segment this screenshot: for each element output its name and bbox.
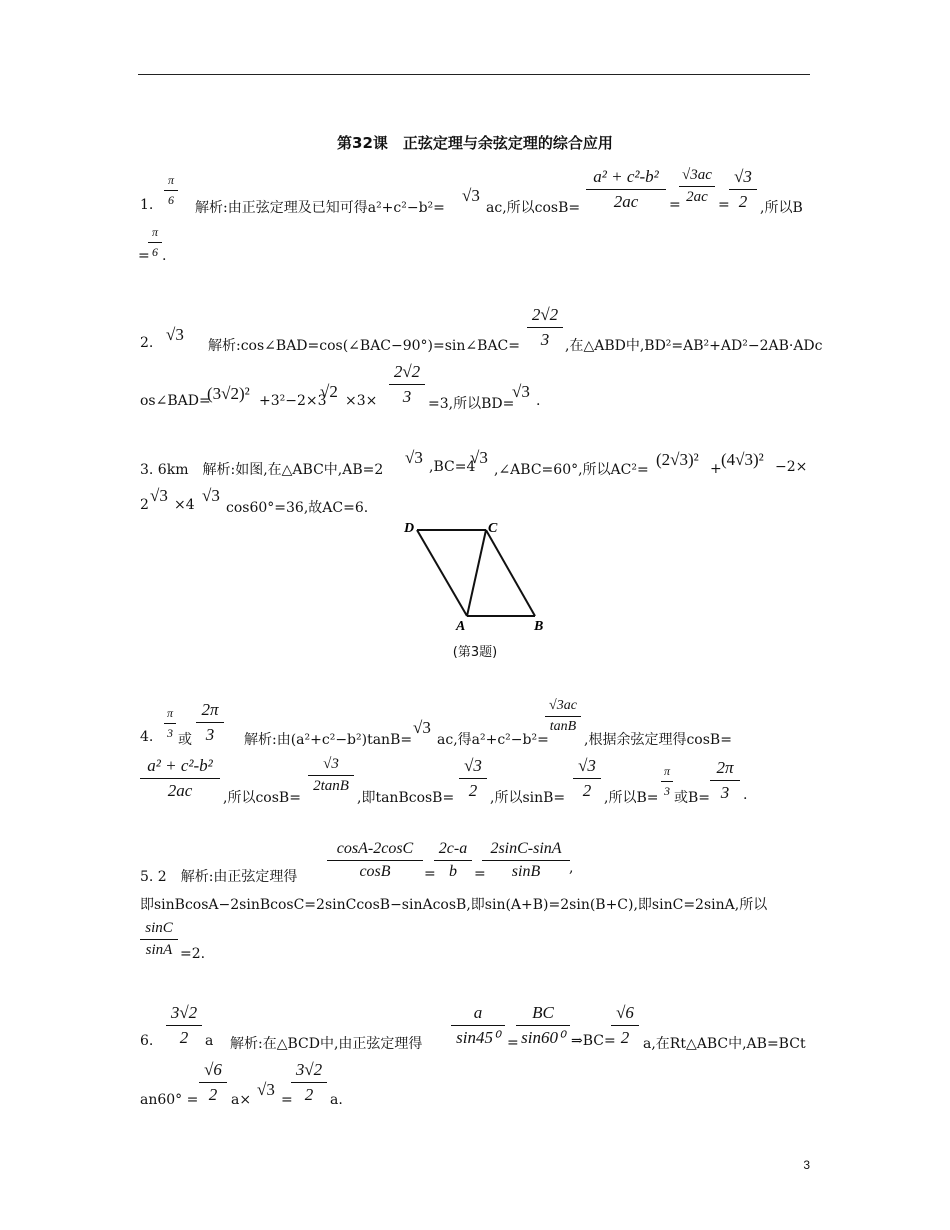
p5-fraction-3: 2sinC-sinA sinB	[482, 840, 570, 881]
p6-fraction-4: √6 2	[199, 1060, 227, 1105]
p6-answer-suffix: a	[205, 1033, 214, 1049]
p6-fraction-1: a sin45⁰	[451, 1003, 505, 1048]
p3-sqrt3-1: √3	[405, 448, 423, 467]
p2-paren: (3√2)²	[207, 384, 250, 403]
p5-end: =2.	[180, 946, 206, 962]
p2-fraction-1: 2√2 3	[527, 305, 563, 350]
p4-answer-2: 2π 3	[196, 700, 224, 745]
p3-line1-d: −2×	[775, 459, 808, 475]
p6-fraction-2: BC sin60⁰	[516, 1003, 570, 1048]
p4-answer-1: π 3	[164, 706, 176, 741]
p6-fraction-3: √6 2	[611, 1003, 639, 1048]
p1-fraction-1: a² + c²-b² 2ac	[586, 167, 666, 212]
p2-sqrt3: √3	[512, 382, 530, 401]
p6-text-1: 解析:在△BCD中,由正弦定理得	[230, 1036, 423, 1052]
p3-line1-a: 3. 6km 解析:如图,在△ABC中,AB=2	[140, 462, 384, 478]
page-title: 第32课 正弦定理与余弦定理的综合应用	[337, 134, 613, 152]
p4-fraction-5: √3 2	[573, 756, 601, 801]
p4-number: 4.	[140, 729, 154, 745]
p1-end-eq: =	[138, 248, 150, 264]
p1-fraction-3: √3 2	[729, 167, 757, 212]
p5-fraction-4: sinC sinA	[140, 920, 178, 959]
p3-line2-b: ×4	[174, 497, 195, 513]
p3-paren-1: (2√3)²	[656, 450, 699, 469]
p4-fraction-1: √3ac tanB	[545, 698, 581, 735]
p4-fraction-6: π 3	[661, 764, 673, 799]
p1-fraction-2: √3ac 2ac	[679, 167, 715, 206]
p2-text-1: 解析:cos∠BAD=cos(∠BAC−90°)=sin∠BAC=	[208, 338, 520, 354]
p6-text-2: ⇒BC=	[571, 1033, 616, 1049]
fig-label-b: B	[534, 619, 544, 634]
p5-eq-1: =	[424, 866, 436, 882]
p3-line2-c: cos60°=36,故AC=6.	[226, 500, 369, 516]
p3-line1-c: ,∠ABC=60°,所以AC²=	[494, 462, 649, 478]
p1-sqrt3: √3	[462, 186, 480, 205]
p4-text-4: ,所以cosB=	[223, 790, 301, 806]
p6-line2-b: a×	[231, 1092, 252, 1108]
p4-or-2: 或B=	[674, 790, 711, 806]
p5-fraction-2: 2c-a b	[434, 840, 472, 881]
p4-text-2: ac,得a²+c²−b²=	[437, 732, 549, 748]
p1-end-period: .	[162, 248, 167, 264]
p2-number: 2.	[140, 335, 154, 351]
p1-text-3: ,所以B	[760, 200, 803, 216]
p6-eq-2: =	[281, 1092, 293, 1108]
fig-edge-cb	[486, 530, 535, 616]
p1-eq-1: =	[669, 197, 681, 213]
p4-fraction-3: √3 2tanB	[308, 756, 354, 795]
p5-eq-2: =	[474, 866, 486, 882]
p3-figure-parallelogram	[398, 516, 558, 638]
p3-line2-a: 2	[140, 497, 149, 513]
p3-sqrt3-4: √3	[202, 486, 220, 505]
p2-line2-e: .	[536, 393, 541, 409]
p3-line1-b: ,BC=4	[429, 459, 476, 475]
p5-line-1: 5. 2 解析:由正弦定理得	[140, 869, 298, 885]
p3-paren-2: (4√3)²	[721, 450, 764, 469]
p4-fraction-2: a² + c²-b² 2ac	[140, 756, 220, 801]
p4-text-1: 解析:由(a²+c²−b²)tanB=	[244, 732, 413, 748]
p2-line2-c: ×3×	[345, 393, 378, 409]
p2-answer: √3	[166, 325, 184, 344]
p4-text-6: ,所以sinB=	[490, 790, 566, 806]
p1-answer-fraction: π 6	[164, 173, 178, 208]
fig-label-d: D	[404, 521, 415, 536]
p5-fraction-1: cosA-2cosC cosB	[327, 840, 423, 881]
p2-line2-b: +3²−2×3	[259, 393, 327, 409]
p4-end: .	[743, 787, 748, 803]
p1-text-1: 解析:由正弦定理及已知可得a²+c²−b²=	[195, 200, 445, 216]
p6-eq-1: =	[507, 1035, 519, 1051]
page-number: 3	[803, 1158, 810, 1172]
fig-label-c: C	[488, 521, 498, 536]
p1-end-fraction: π 6	[148, 225, 162, 260]
p1-number: 1.	[140, 197, 154, 213]
p1-eq-2: =	[718, 197, 730, 213]
p2-line2-d: =3,所以BD=	[428, 396, 515, 412]
p2-line2-a: os∠BAD=	[140, 393, 211, 409]
p3-plus: +	[710, 461, 722, 477]
p4-sqrt3: √3	[413, 718, 431, 737]
p3-sqrt3-3: √3	[150, 486, 168, 505]
p4-or-1: 或	[178, 732, 192, 748]
p6-fraction-5: 3√2 2	[291, 1060, 327, 1105]
p6-line2-c: a.	[330, 1092, 343, 1108]
p4-text-5: ,即tanBcosB=	[357, 790, 455, 806]
fig-label-a: A	[456, 619, 466, 634]
p5-line-2: 即sinBcosA−2sinBcosC=2sinCcosB−sinAcosB,即sin(A+B)=2sin(B+C),即sinC=2sinA,所以	[140, 897, 768, 913]
fig-edge-da	[417, 530, 467, 616]
p5-comma: ,	[569, 860, 574, 876]
p4-fraction-7: 2π 3	[710, 758, 740, 803]
p1-text-2: ac,所以cosB=	[486, 200, 581, 216]
p2-sqrt2: √2	[320, 382, 338, 401]
p4-text-7: ,所以B=	[604, 790, 659, 806]
p2-fraction-2: 2√2 3	[389, 362, 425, 407]
header-rule	[138, 74, 810, 75]
p6-answer-fraction: 3√2 2	[166, 1003, 202, 1048]
p4-text-3: ,根据余弦定理得cosB=	[584, 732, 732, 748]
p6-sqrt3: √3	[257, 1080, 275, 1099]
p4-fraction-4: √3 2	[459, 756, 487, 801]
fig-edge-ca	[467, 530, 486, 616]
p3-figure-caption: (第3题)	[452, 645, 498, 660]
p6-text-3: a,在Rt△ABC中,AB=BCt	[643, 1036, 806, 1052]
p6-number: 6.	[140, 1033, 154, 1049]
p3-sqrt3-2: √3	[470, 448, 488, 467]
p6-line2-a: an60° =	[140, 1092, 199, 1108]
p2-text-2: ,在△ABD中,BD²=AB²+AD²−2AB·ADc	[565, 338, 823, 354]
